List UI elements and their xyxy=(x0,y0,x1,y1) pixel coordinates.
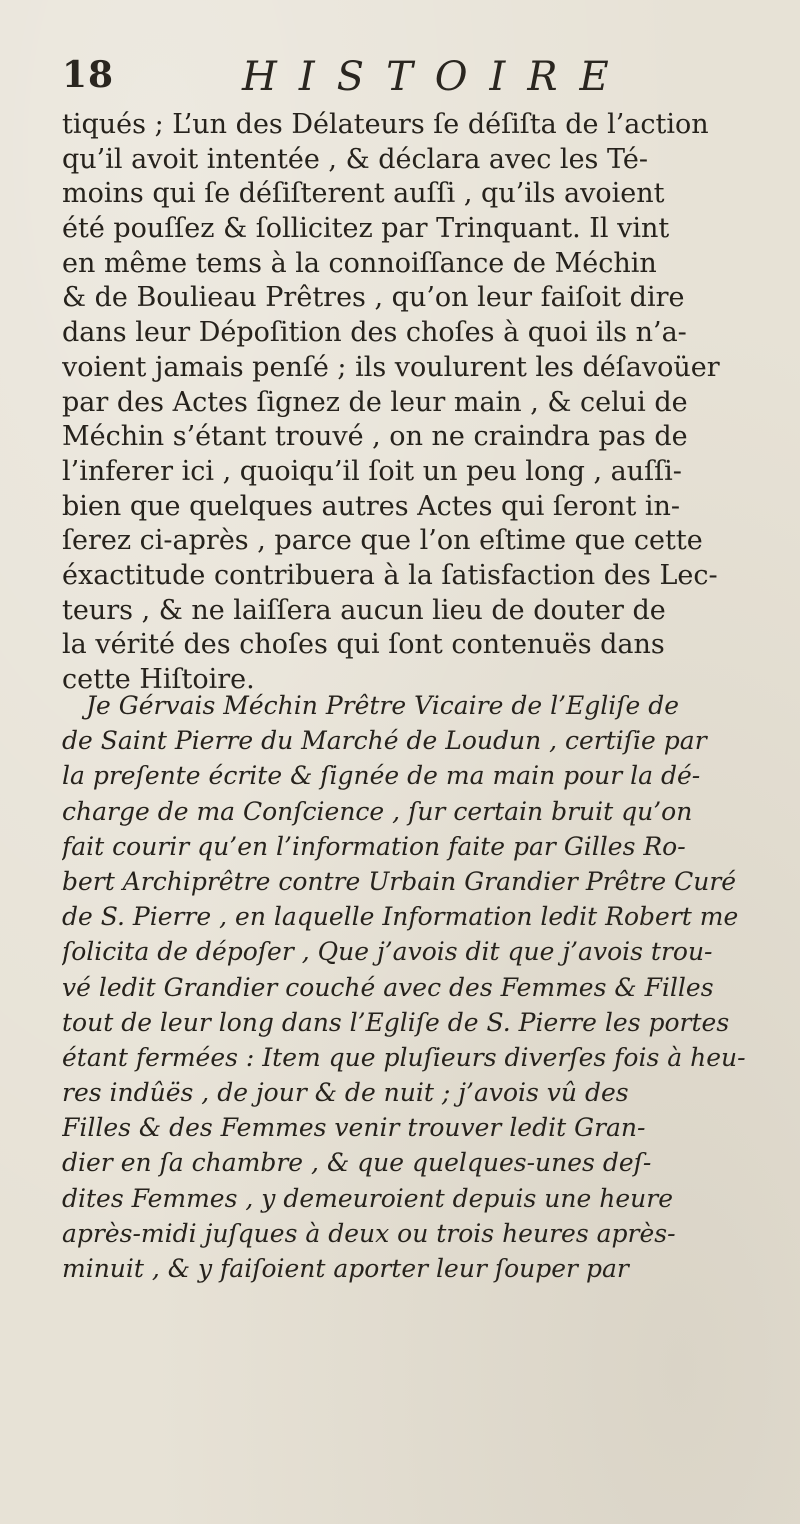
text-line: cette Hiſtoire. xyxy=(62,664,255,695)
text-line: charge de ma Conſcience , ſur certain bruit qu’on xyxy=(62,796,693,826)
page-number: 18 xyxy=(62,54,115,96)
paragraph-1 xyxy=(62,108,782,698)
paragraph-2-certificate xyxy=(62,688,782,1286)
text-line: dites Femmes , y demeuroient depuis une heure xyxy=(62,1183,673,1213)
text-line: fait courir qu’en l’information faite par Gilles Ro- xyxy=(62,831,686,861)
text-line: par des Actes ſignez de leur main , & celui de xyxy=(62,386,688,418)
running-title: HISTOIRE xyxy=(242,54,631,100)
text-line: Filles & des Femmes venir trouver ledit Gran- xyxy=(62,1113,646,1143)
text-line: dans leur Dépoſition des choſes à quoi ils n’a- xyxy=(62,317,687,349)
text-line: en même tems à la connoiſſance de Méchin xyxy=(62,247,657,279)
text-line: Je Gérvais Méchin Prêtre Vicaire de l’Egliſe de xyxy=(86,691,680,720)
text-line: de Saint Pierre du Marché de Loudun , certiſie par xyxy=(62,726,707,756)
text-line: tout de leur long dans l’Egliſe de S. Pierre les portes xyxy=(62,1007,730,1037)
text-line: minuit , & y faiſoient aporter leur ſouper par xyxy=(62,1254,629,1283)
text-line: voient jamais penſé ; ils voulurent les déſavoüer xyxy=(62,351,720,383)
text-line: teurs , & ne laiſſera aucun lieu de douter de xyxy=(62,594,666,626)
text-line: vé ledit Grandier couché avec des Femmes & Filles xyxy=(62,972,714,1002)
text-line: tiqués ; L’un des Délateurs ſe déſiſta de l’action xyxy=(62,109,709,140)
text-line: ſolicita de dépoſer , Que j’avois dit que j’avois trou- xyxy=(62,937,713,967)
text-line: qu’il avoit intentée , & déclara avec les Té- xyxy=(62,143,648,175)
text-line: & de Boulieau Prêtres , qu’on leur faiſoit dire xyxy=(62,282,685,314)
text-line: été pouſſez & ſollicitez par Trinquant. Il vint xyxy=(62,213,670,245)
text-line: res indûës , de jour & de nuit ; j’avois vû des xyxy=(62,1078,629,1108)
text-line: Méchin s’étant trouvé , on ne craindra pas de xyxy=(62,421,688,453)
text-line: bert Archiprêtre contre Urbain Grandier Prêtre Curé xyxy=(62,866,737,896)
text-line: ſerez ci-après , parce que l’on eſtime que cette xyxy=(62,525,703,557)
text-line: bien que quelques autres Actes qui ſeront in- xyxy=(62,490,681,522)
text-line: l’inferer ici , quoiqu’il ſoit un peu long , auſſi- xyxy=(62,455,682,487)
text-line: la vérité des choſes qui ſont contenuës dans xyxy=(62,629,665,661)
text-line: étant fermées : Item que pluſieurs diverſes fois à heu- xyxy=(62,1042,746,1072)
text-line: après-midi juſques à deux ou trois heures après- xyxy=(62,1218,676,1248)
text-line: dier en ſa chambre , & que quelques-unes deſ- xyxy=(62,1148,652,1178)
text-line: moins qui ſe déſiſterent auſſi , qu’ils avoient xyxy=(62,178,665,210)
text-line: la preſente écrite & ſignée de ma main pour la dé- xyxy=(62,761,701,791)
text-line: éxactitude contribuera à la ſatisfaction des Lec- xyxy=(62,559,718,591)
page-header xyxy=(62,54,760,102)
text-line: de S. Pierre , en laquelle Information ledit Robert me xyxy=(62,902,739,932)
